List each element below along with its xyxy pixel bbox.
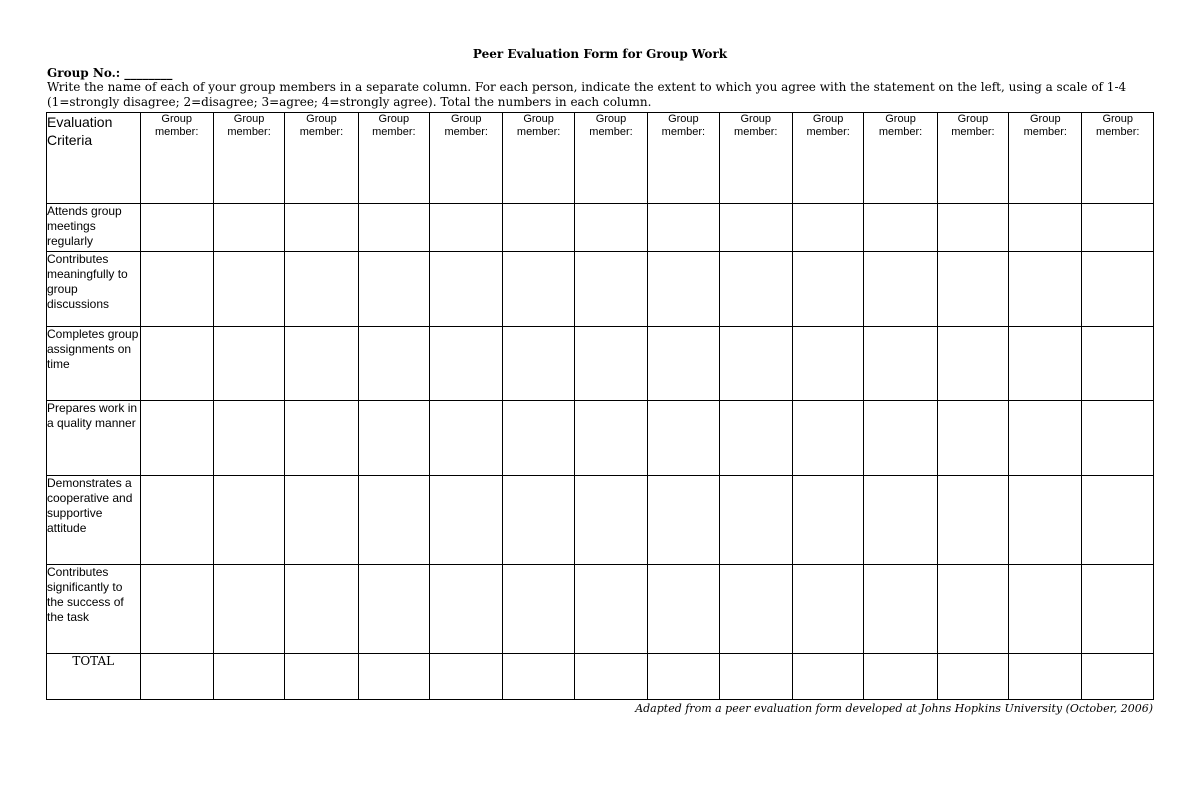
score-cell[interactable] [937, 204, 1008, 252]
score-cell[interactable] [213, 476, 284, 565]
member-header-9[interactable]: Group member: [719, 113, 792, 204]
score-cell[interactable] [792, 252, 863, 327]
score-cell[interactable] [648, 204, 719, 252]
score-cell[interactable] [648, 401, 719, 476]
score-cell[interactable] [285, 327, 358, 401]
member-header-7[interactable]: Group member: [574, 113, 647, 204]
score-cell[interactable] [140, 476, 213, 565]
criteria-row [47, 476, 1154, 565]
instructions-text: Write the name of each of your group members in a separate column. For each person, indicate the extent to which you agree with the statement on the left, using a scale of 1-4 (1=strongly disagree; 2=disagree; 3=agree; 4=strongly agree). Total the numbers in each column. [47, 80, 1127, 109]
group-number-field: Group No.: ________ [47, 66, 173, 80]
total-cell[interactable] [574, 654, 647, 700]
total-cell[interactable] [358, 654, 429, 700]
score-cell[interactable] [648, 327, 719, 401]
score-cell[interactable] [430, 401, 503, 476]
member-header-5[interactable]: Group member: [430, 113, 503, 204]
score-cell[interactable] [503, 327, 574, 401]
criteria-row [47, 327, 1154, 401]
score-cell[interactable] [574, 401, 647, 476]
member-header-1[interactable]: Group member: [140, 113, 213, 204]
score-cell[interactable] [1082, 252, 1154, 327]
score-cell[interactable] [937, 327, 1008, 401]
criteria-row [47, 252, 1154, 327]
score-cell[interactable] [285, 476, 358, 565]
score-cell[interactable] [140, 565, 213, 654]
score-cell[interactable] [358, 565, 429, 654]
score-cell[interactable] [1009, 565, 1082, 654]
score-cell[interactable] [574, 565, 647, 654]
score-cell[interactable] [719, 327, 792, 401]
criteria-row [47, 565, 1154, 654]
score-cell[interactable] [864, 476, 937, 565]
score-cell[interactable] [140, 252, 213, 327]
score-cell[interactable] [1082, 476, 1154, 565]
total-cell[interactable] [937, 654, 1008, 700]
score-cell[interactable] [1009, 401, 1082, 476]
score-cell[interactable] [792, 476, 863, 565]
score-cell[interactable] [792, 327, 863, 401]
total-cell[interactable] [430, 654, 503, 700]
score-cell[interactable] [213, 327, 284, 401]
score-cell[interactable] [1009, 476, 1082, 565]
score-cell[interactable] [937, 565, 1008, 654]
score-cell[interactable] [213, 252, 284, 327]
score-cell[interactable] [285, 401, 358, 476]
score-cell[interactable] [430, 327, 503, 401]
score-cell[interactable] [1082, 204, 1154, 252]
total-cell[interactable] [140, 654, 213, 700]
total-cell[interactable] [285, 654, 358, 700]
score-cell[interactable] [864, 252, 937, 327]
score-cell[interactable] [285, 565, 358, 654]
score-cell[interactable] [358, 401, 429, 476]
score-cell[interactable] [358, 252, 429, 327]
criteria-label: Contributes meaningfully to group discussions [47, 252, 141, 327]
score-cell[interactable] [1082, 401, 1154, 476]
member-header-6[interactable]: Group member: [503, 113, 574, 204]
score-cell[interactable] [430, 476, 503, 565]
score-cell[interactable] [574, 204, 647, 252]
score-cell[interactable] [503, 204, 574, 252]
total-cell[interactable] [1009, 654, 1082, 700]
total-cell[interactable] [648, 654, 719, 700]
footer-credit: Adapted from a peer evaluation form developed at Johns Hopkins University (October, 2006) [635, 702, 1153, 715]
score-cell[interactable] [574, 252, 647, 327]
member-header-14[interactable]: Group member: [1082, 113, 1154, 204]
total-cell[interactable] [213, 654, 284, 700]
total-row [47, 654, 1154, 700]
score-cell[interactable] [574, 327, 647, 401]
score-cell[interactable] [792, 565, 863, 654]
score-cell[interactable] [213, 204, 284, 252]
score-cell[interactable] [140, 327, 213, 401]
criteria-label: Contributes significantly to the success of the task [47, 565, 141, 654]
score-cell[interactable] [719, 204, 792, 252]
total-cell[interactable] [864, 654, 937, 700]
score-cell[interactable] [937, 476, 1008, 565]
member-header-12[interactable]: Group member: [937, 113, 1008, 204]
score-cell[interactable] [358, 476, 429, 565]
score-cell[interactable] [719, 401, 792, 476]
member-header-2[interactable]: Group member: [213, 113, 284, 204]
score-cell[interactable] [719, 565, 792, 654]
score-cell[interactable] [503, 565, 574, 654]
score-cell[interactable] [792, 204, 863, 252]
score-cell[interactable] [503, 476, 574, 565]
score-cell[interactable] [140, 401, 213, 476]
total-cell[interactable] [503, 654, 574, 700]
score-cell[interactable] [864, 204, 937, 252]
criteria-label: Demonstrates a cooperative and supportive attitude [47, 476, 141, 565]
member-header-4[interactable]: Group member: [358, 113, 429, 204]
score-cell[interactable] [719, 252, 792, 327]
score-cell[interactable] [430, 565, 503, 654]
criteria-label: Prepares work in a quality manner [47, 401, 141, 476]
member-header-10[interactable]: Group member: [792, 113, 863, 204]
member-header-11[interactable]: Group member: [864, 113, 937, 204]
score-cell[interactable] [1009, 327, 1082, 401]
score-cell[interactable] [719, 476, 792, 565]
member-header-3[interactable]: Group member: [285, 113, 358, 204]
score-cell[interactable] [648, 565, 719, 654]
score-cell[interactable] [430, 204, 503, 252]
criteria-label: Attends group meetings regularly [47, 204, 141, 252]
total-label: TOTAL [47, 654, 141, 700]
total-cell[interactable] [719, 654, 792, 700]
score-cell[interactable] [140, 204, 213, 252]
score-cell[interactable] [1009, 204, 1082, 252]
form-title: Peer Evaluation Form for Group Work [472, 47, 728, 61]
criteria-row [47, 401, 1154, 476]
score-cell[interactable] [213, 565, 284, 654]
score-cell[interactable] [937, 252, 1008, 327]
criteria-row [47, 204, 1154, 252]
score-cell[interactable] [430, 252, 503, 327]
evaluation-table [46, 112, 1154, 700]
criteria-label: Completes group assignments on time [47, 327, 141, 401]
score-cell[interactable] [1082, 565, 1154, 654]
score-cell[interactable] [358, 327, 429, 401]
score-cell[interactable] [503, 252, 574, 327]
score-cell[interactable] [864, 327, 937, 401]
score-cell[interactable] [358, 204, 429, 252]
score-cell[interactable] [503, 401, 574, 476]
score-cell[interactable] [792, 401, 863, 476]
score-cell[interactable] [648, 252, 719, 327]
member-header-13[interactable]: Group member: [1009, 113, 1082, 204]
score-cell[interactable] [864, 401, 937, 476]
total-cell[interactable] [1082, 654, 1154, 700]
score-cell[interactable] [213, 401, 284, 476]
score-cell[interactable] [864, 565, 937, 654]
total-cell[interactable] [792, 654, 863, 700]
criteria-header: Evaluation Criteria [47, 113, 141, 204]
score-cell[interactable] [285, 252, 358, 327]
score-cell[interactable] [937, 401, 1008, 476]
score-cell[interactable] [648, 476, 719, 565]
score-cell[interactable] [1082, 327, 1154, 401]
score-cell[interactable] [285, 204, 358, 252]
member-header-8[interactable]: Group member: [648, 113, 719, 204]
score-cell[interactable] [574, 476, 647, 565]
score-cell[interactable] [1009, 252, 1082, 327]
